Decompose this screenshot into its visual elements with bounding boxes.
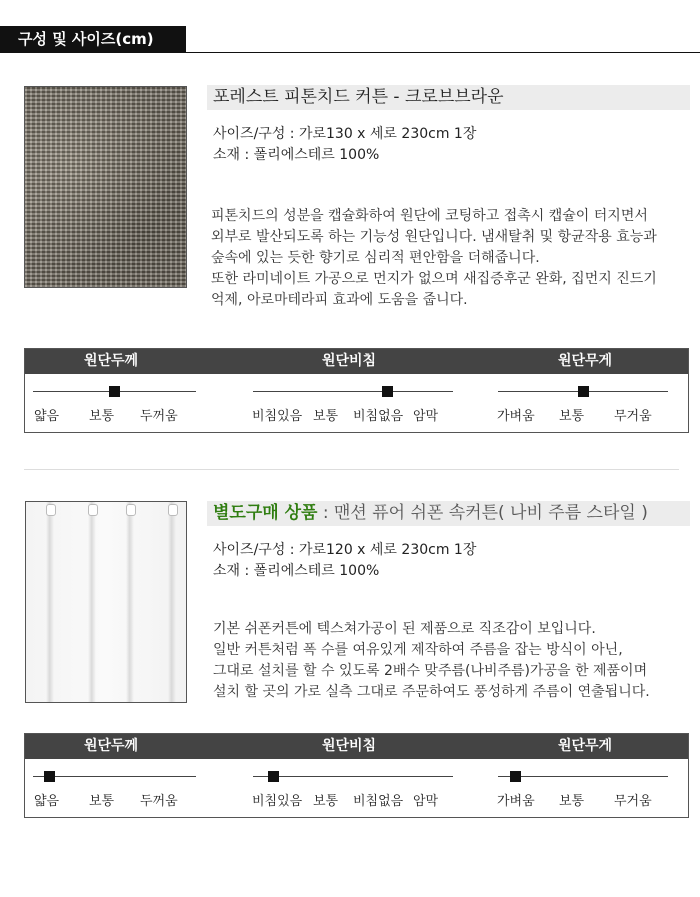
thickness-header: 원단두께 — [83, 353, 139, 369]
scale-label: 암막 — [413, 409, 439, 424]
product-title-text: 포레스트 피톤치드 커튼 - 크로브브라운 — [213, 87, 504, 107]
product-title — [207, 85, 690, 110]
sheerness-marker — [382, 386, 393, 397]
scale-label: 보통 — [313, 409, 339, 424]
product-description-line: 숲속에 있는 듯한 향기로 심리적 편안함을 더해줍니다. — [211, 250, 540, 266]
thickness-header: 원단두께 — [83, 738, 139, 754]
curtain-hook-icon — [46, 504, 56, 516]
sheerness-scale — [253, 391, 453, 392]
curtain-hook-icon — [88, 504, 98, 516]
sheerness-header: 원단비침 — [321, 738, 377, 754]
weight-marker — [510, 771, 521, 782]
weight-marker — [578, 386, 589, 397]
thickness-marker — [44, 771, 55, 782]
product-title — [207, 501, 690, 526]
scale-label: 비침있음 — [252, 409, 303, 424]
section-divider — [24, 469, 679, 470]
scale-label: 보통 — [89, 409, 115, 424]
fabric-spec-table — [24, 348, 689, 433]
curtain-hook-icon — [126, 504, 136, 516]
scale-label: 비침없음 — [353, 409, 404, 424]
weight-header: 원단무게 — [557, 353, 613, 369]
scale-label: 무거움 — [614, 794, 652, 809]
scale-label: 보통 — [89, 794, 115, 809]
scale-label: 보통 — [313, 794, 339, 809]
scale-label: 보통 — [559, 794, 585, 809]
product-size: 사이즈/구성 : 가로130 x 세로 230cm 1장 — [213, 126, 477, 142]
sheerness-header: 원단비침 — [321, 353, 377, 369]
scale-label: 비침없음 — [353, 794, 404, 809]
product-description-line: 억제, 아로마테라피 효과에 도움을 줍니다. — [211, 292, 468, 308]
curtain-hook-icon — [168, 504, 178, 516]
product-description-line: 피톤치드의 성분을 캡슐화하여 원단에 코팅하고 접촉시 캡슐이 터지면서 — [211, 208, 648, 224]
scale-label: 두꺼움 — [140, 409, 178, 424]
weight-scale — [498, 776, 668, 777]
product-description-line: 또한 라미네이트 가공으로 먼지가 없으며 새집증후군 완화, 집먼지 진드기 — [211, 271, 657, 287]
fabric-spec-table — [24, 733, 689, 818]
sheer-curtain-image — [25, 501, 187, 703]
product-title-text: : 맨션 퓨어 쉬폰 속커튼( 나비 주름 스타일 ) — [317, 503, 648, 523]
scale-label: 보통 — [559, 409, 585, 424]
fabric-swatch-image — [24, 86, 187, 288]
product-description-line: 그대로 설치를 할 수 있도록 2배수 맞주름(나비주름)가공을 한 제품이며 — [213, 663, 648, 679]
sheerness-scale — [253, 776, 453, 777]
weight-header: 원단무게 — [557, 738, 613, 754]
scale-label: 비침있음 — [252, 794, 303, 809]
thickness-scale — [33, 776, 196, 777]
product-size: 사이즈/구성 : 가로120 x 세로 230cm 1장 — [213, 542, 477, 558]
scale-label: 두꺼움 — [140, 794, 178, 809]
header-divider — [0, 52, 700, 53]
product-material: 소재 : 폴리에스테르 100% — [213, 147, 380, 163]
spec-table-header — [25, 734, 688, 759]
scale-label: 얇음 — [34, 409, 60, 424]
product-description-line: 설치 할 곳의 가로 실측 그대로 주문하여도 풍성하게 주름이 연출됩니다. — [213, 684, 650, 700]
thickness-marker — [109, 386, 120, 397]
spec-table-header — [25, 349, 688, 374]
product-description-line: 일반 커튼처럼 폭 수를 여유있게 제작하여 주름을 잡는 방식이 아닌, — [213, 642, 623, 658]
section-title: 구성 및 사이즈(cm) — [18, 30, 154, 48]
scale-label: 가벼움 — [497, 409, 535, 424]
product-description-line: 기본 쉬폰커튼에 텍스쳐가공이 된 제품으로 직조감이 보입니다. — [213, 621, 596, 637]
product-material: 소재 : 폴리에스테르 100% — [213, 563, 380, 579]
product-description-line: 외부로 발산되도록 하는 기능성 원단입니다. 냄새탈취 및 항균작용 효능과 — [211, 229, 657, 245]
scale-label: 얇음 — [34, 794, 60, 809]
section-header — [0, 26, 186, 53]
scale-label: 암막 — [413, 794, 439, 809]
separate-purchase-label: 별도구매 상품 — [213, 503, 318, 523]
scale-label: 무거움 — [614, 409, 652, 424]
sheerness-marker — [268, 771, 279, 782]
scale-label: 가벼움 — [497, 794, 535, 809]
